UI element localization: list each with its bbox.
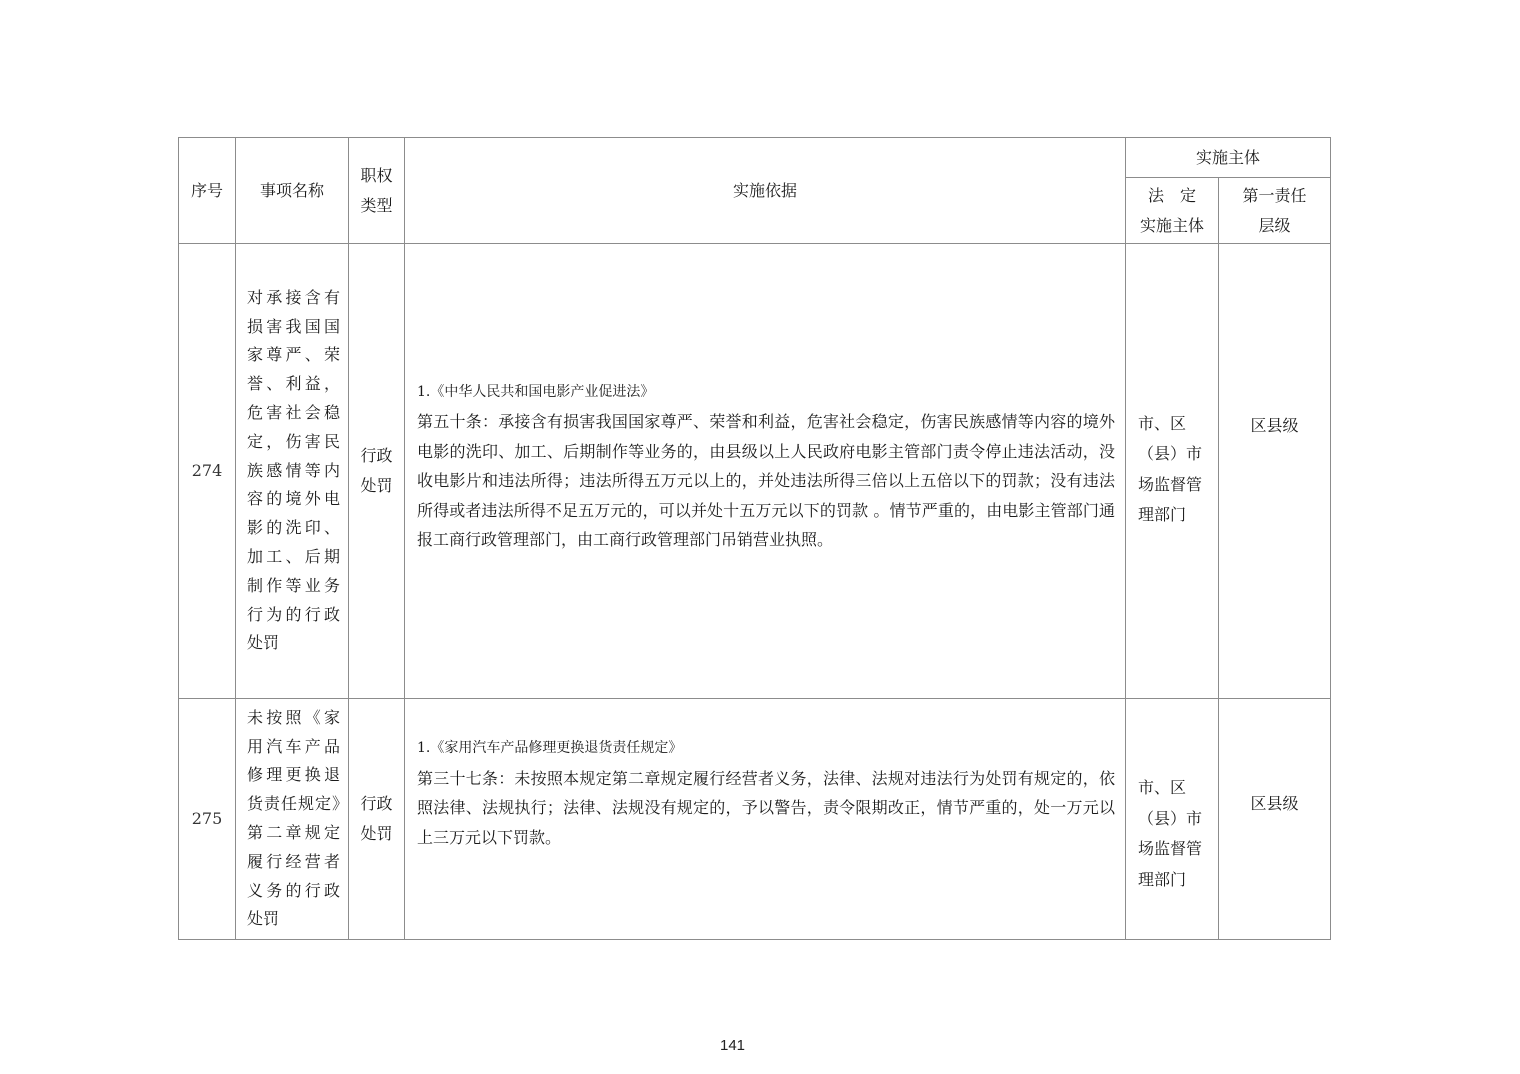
header-power-type-line1: 职权 bbox=[360, 165, 393, 185]
header-power-type-line2: 类型 bbox=[360, 195, 393, 215]
row-legal-subject bbox=[1126, 244, 1219, 699]
row-power-type: 行政处罚 bbox=[349, 699, 405, 940]
header-subject-group-label: 实施主体 bbox=[1196, 147, 1261, 167]
row-item-name: 对承接含有损害我国国家尊严、荣誉、利益，危害社会稳定，伤害民族感情等内容的境外电影的洗印、加工、后期制作等业务行为的行政处罚 bbox=[236, 244, 349, 699]
row-basis bbox=[405, 699, 1126, 940]
header-item-name bbox=[236, 138, 349, 244]
row-legal-subject bbox=[1126, 699, 1219, 940]
row-first-level-text: 区县级 bbox=[1250, 416, 1299, 435]
header-first-level bbox=[1219, 178, 1331, 244]
header-first-level-line2: 层级 bbox=[1258, 215, 1291, 235]
header-legal-subject bbox=[1126, 178, 1219, 244]
header-subject-group bbox=[1126, 138, 1331, 178]
page-number: 141 bbox=[719, 1037, 746, 1054]
row-basis-text: 第五十条：承接含有损害我国国家尊严、荣誉和利益，危害社会稳定，伤害民族感情等内容的境外电影的洗印、加工、后期制作等业务的，由县级以上人民政府电影主管部门责令停止违法活动，没收电影片和违法所得；违法所得五万元以上的，并处违法所得三倍以上五倍以下的罚款；没有违法所得或者违法所得不足五万元的，可以并处十五万元以下的罚款 。情节严重的，由电影主管部门通报工商行政管理部门，由工商行政管理部门吊销营业执照。 bbox=[417, 412, 1115, 549]
table-row bbox=[179, 244, 1331, 699]
row-item-name: 未按照《家用汽车产品修理更换退货责任规定》第二章规定履行经营者义务的行政处罚 bbox=[236, 699, 349, 940]
row-seq: 274 bbox=[179, 244, 236, 699]
header-legal-subject-line1: 法 定 bbox=[1147, 185, 1196, 205]
row-first-level-text: 区县级 bbox=[1250, 794, 1299, 813]
row-legal-subject-text: 市、区（县）市场监督管理部门 bbox=[1138, 413, 1203, 524]
enforcement-items-table bbox=[178, 137, 1331, 940]
row-seq: 275 bbox=[179, 699, 236, 940]
row-basis-ref: 1.《中华人民共和国电影产业促进法》 bbox=[417, 383, 655, 400]
header-power-type bbox=[349, 138, 405, 244]
row-first-level bbox=[1219, 699, 1331, 940]
header-first-level-line1: 第一责任 bbox=[1242, 185, 1307, 205]
row-basis bbox=[405, 244, 1126, 699]
header-basis bbox=[405, 138, 1126, 244]
row-power-type: 行政处罚 bbox=[349, 244, 405, 699]
header-seq bbox=[179, 138, 236, 244]
row-basis-text: 第三十七条：未按照本规定第二章规定履行经营者义务，法律、法规对违法行为处罚有规定的，依照法律、法规执行；法律、法规没有规定的，予以警告，责令限期改正，情节严重的，处一万元以上三万元以下罚款。 bbox=[417, 768, 1115, 847]
table-row bbox=[179, 699, 1331, 940]
row-first-level bbox=[1219, 244, 1331, 699]
row-legal-subject-text: 市、区（县）市场监督管理部门 bbox=[1138, 778, 1203, 889]
header-seq-label: 序号 bbox=[190, 180, 223, 200]
header-basis-label: 实施依据 bbox=[732, 180, 797, 200]
header-item-name-label: 事项名称 bbox=[259, 180, 324, 200]
row-basis-ref: 1.《家用汽车产品修理更换退货责任规定》 bbox=[417, 740, 683, 756]
header-legal-subject-line2: 实施主体 bbox=[1139, 215, 1204, 235]
